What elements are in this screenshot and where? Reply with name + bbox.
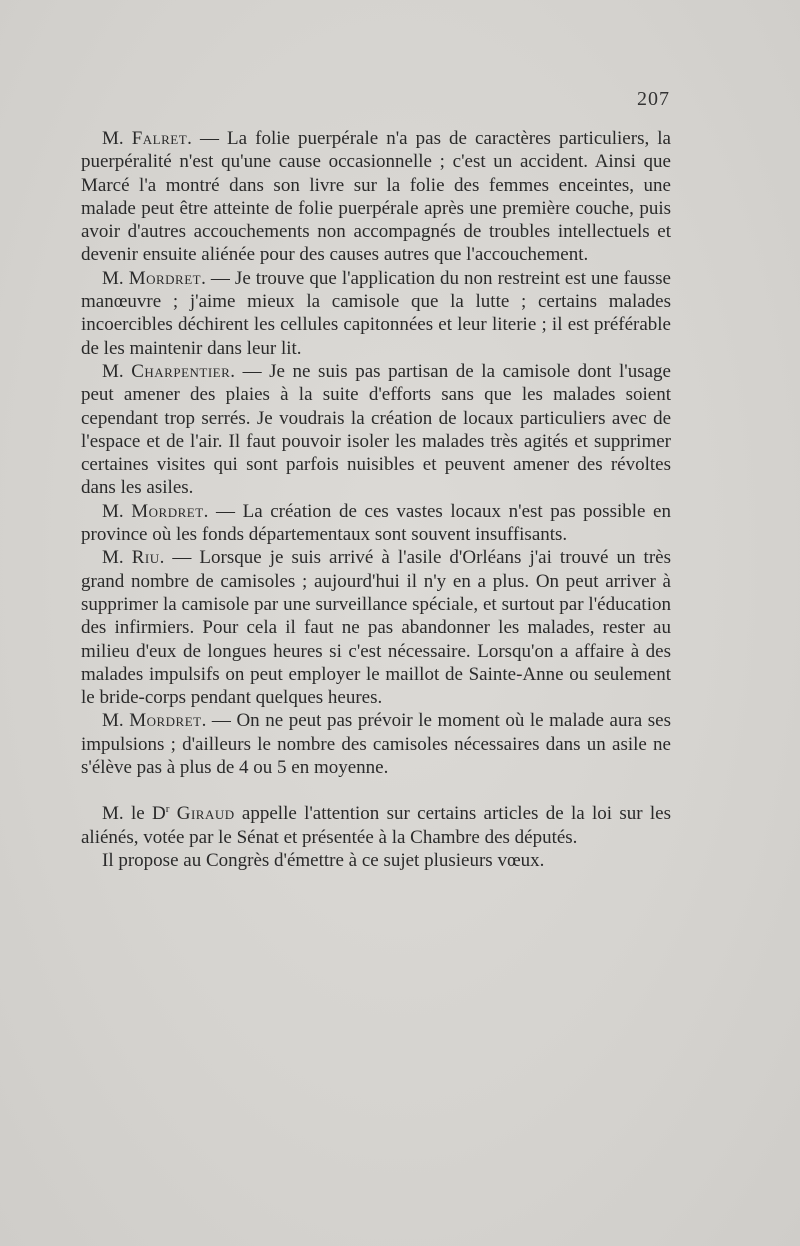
speaker-name: Riu — [131, 547, 160, 569]
paragraph-falret — [81, 127, 671, 267]
speaker-name: Mordret — [131, 500, 204, 522]
paragraph-text: . — Je ne suis pas partisan de la camisole dont l'usage peut amener des plaies à la suite d'efforts sans que les malades soient cependant trop serrés. Je voudrais la création de locaux particuliers avec de l'espace et de l'air. Il faut pouvoir isoler les malades très agités et supprimer certaines visites qui sont parfois nuisibles et peuvent amener des révoltes dans les asiles. — [81, 360, 671, 499]
paragraph-final: Il propose au Congrès d'émettre à ce sujet plusieurs vœux. — [102, 849, 545, 871]
paragraph-text: appelle l'attention sur certains articles de la loi sur les aliénés, votée par le Sénat et présentée à la Chambre des députés. — [81, 803, 672, 848]
paragraph-mordret-2 — [81, 500, 671, 547]
paragraph-mordret-3 — [81, 709, 671, 779]
section-gap — [81, 779, 671, 802]
paragraph-text: . — La folie puerpérale n'a pas de caractères particuliers, la puerpéralité n'est qu'une cause occasionnelle ; c'est un accident. Ainsi que Marcé l'a montré dans son livre sur la folie des femmes enceintes, une malade peut être atteinte de folie puerpérale après une première couche, puis avoir d'autres accouchements non accompagnés de troubles intellectuels et devenir ensuite aliénée pour des causes autres que l'accouchement. — [81, 128, 671, 266]
paragraph-giraud — [81, 802, 671, 849]
speaker-name: Mordret — [128, 267, 202, 289]
speaker-prefix: M. — [102, 500, 132, 522]
paragraph-text: . — Lorsque je suis arrivé à l'asile d'Orléans j'ai trouvé un très grand nombre de camisoles ; aujourd'hui il n'y en a plus. On peut arriver à supprimer la camisole par une surveillance spéciale, et surtout par l'éducation des infirmiers. Pour cela il faut ne pas abandonner les malades, rester au milieu d'eux de longues heures si c'est nécessaire. Lorsqu'on a affaire à des malades impulsifs on peut employer le maillot de Sainte-Anne ou seulement le bride-corps pendant quelques heures. — [81, 547, 671, 709]
speaker-prefix: M. — [102, 710, 130, 732]
speaker-name: Charpentier — [131, 360, 231, 382]
paragraph-mordret-1 — [81, 267, 671, 360]
speaker-prefix: M. — [102, 360, 132, 382]
paragraph-charpentier — [81, 360, 671, 500]
speaker-name: Giraud — [176, 803, 235, 825]
speaker-prefix: M. — [102, 547, 132, 569]
speaker-prefix: M. le D — [102, 803, 166, 825]
body-text — [81, 127, 671, 872]
paragraph-text: . — Je trouve que l'application du non restreint est une fausse manœuvre ; j'aime mieux la camisole que la lutte ; certains malades incoercibles déchirent les cellules capitonnées et leur literie ; il est préférable de les maintenir dans leur lit. — [81, 267, 671, 359]
speaker-name: Falret — [131, 128, 188, 149]
paragraph-riu — [81, 546, 671, 709]
speaker-name: Mordret — [129, 710, 202, 732]
paragraph-text: . — On ne peut pas prévoir le moment où le malade aura ses impulsions ; d'ailleurs le nombre des camisoles nécessaires dans un asile ne s'élève pas à plus de 4 ou 5 en moyenne. — [81, 710, 671, 779]
speaker-prefix: M. — [102, 128, 132, 149]
title-superscript: r — [165, 803, 170, 816]
page-number: 207 — [637, 88, 670, 110]
paragraph-text: . — La création de ces vastes locaux n'est pas possible en province où les fonds départementaux sont souvent insuffisants. — [81, 500, 671, 546]
speaker-prefix: M. — [102, 267, 129, 289]
